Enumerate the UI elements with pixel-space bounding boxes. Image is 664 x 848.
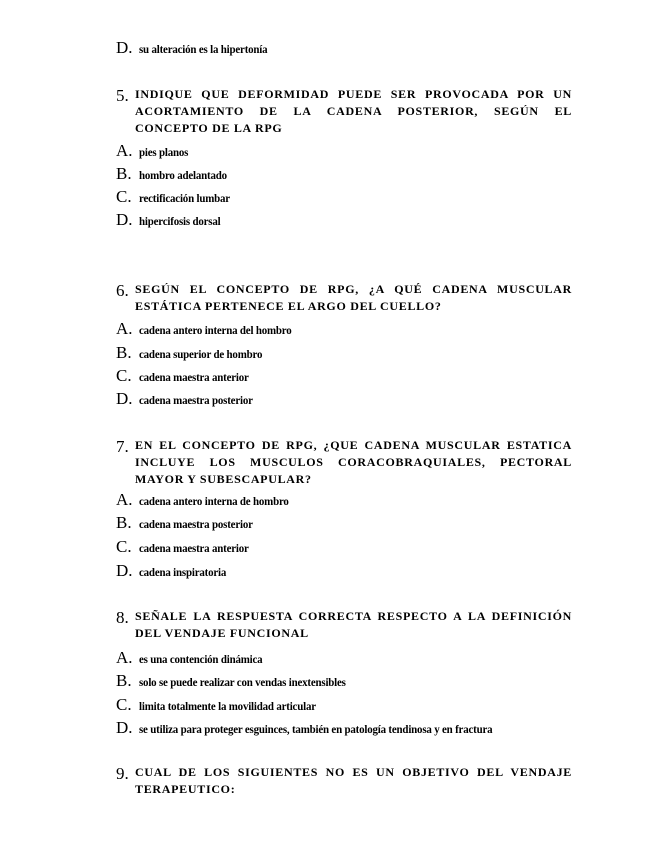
question-stem: SEÑALE LA RESPUESTA CORRECTA RESPECTO A LA DEFINICIÓN DEL VENDAJE FUNCIONAL xyxy=(135,609,572,640)
option-letter: A. xyxy=(116,648,133,667)
option-text: cadena antero interna del hombro xyxy=(139,325,292,337)
question-number: 9. xyxy=(116,764,129,783)
option-letter: D. xyxy=(116,210,133,229)
question-6 xyxy=(116,281,572,315)
question-8-option-b xyxy=(116,671,357,691)
option-text: cadena antero interna de hombro xyxy=(139,496,289,508)
question-stem: EN EL CONCEPTO DE RPG, ¿QUE CADENA MUSCULAR ESTATICA INCLUYE LOS MUSCULOS CORACOBRAQUIALES, PECTORAL MAYOR Y SUBESCAPULAR? xyxy=(135,438,572,486)
question-number: 6. xyxy=(116,281,129,300)
option-text: es una contención dinámica xyxy=(139,654,263,666)
question-7 xyxy=(116,437,572,488)
option-letter: A. xyxy=(116,490,133,509)
option-letter: C. xyxy=(116,366,132,385)
question-5-option-d xyxy=(116,210,225,230)
question-number: 7. xyxy=(116,437,129,456)
option-letter: B. xyxy=(116,164,132,183)
question-5-option-b xyxy=(116,164,232,184)
question-8 xyxy=(116,608,572,642)
question-7-option-c xyxy=(116,537,254,557)
option-letter: C. xyxy=(116,537,132,556)
option-letter: C. xyxy=(116,695,132,714)
question-6-option-b xyxy=(116,343,269,363)
option-letter: D. xyxy=(116,389,133,408)
option-text: cadena superior de hombro xyxy=(139,349,263,361)
question-6-option-c xyxy=(116,366,254,386)
option-text: limita totalmente la movilidad articular xyxy=(139,701,316,713)
option-letter: B. xyxy=(116,343,132,362)
option-text: pies planos xyxy=(139,147,189,159)
option-letter: D. xyxy=(116,38,133,57)
option-letter: A. xyxy=(116,141,133,160)
question-5-option-c xyxy=(116,187,235,207)
option-letter: A. xyxy=(116,319,133,338)
option-letter: D. xyxy=(116,718,133,737)
question-5-option-a xyxy=(116,141,191,161)
option-letter: B. xyxy=(116,671,132,690)
question-8-option-d xyxy=(116,718,511,738)
option-letter: B. xyxy=(116,513,132,532)
question-6-option-d xyxy=(116,389,259,409)
question-5 xyxy=(116,86,572,137)
question-number: 5. xyxy=(116,86,129,105)
option-letter: C. xyxy=(116,187,132,206)
option-text: cadena maestra posterior xyxy=(139,395,253,407)
option-text: cadena maestra anterior xyxy=(139,372,249,384)
option-text: hombro adelantado xyxy=(139,170,227,182)
question-8-option-a xyxy=(116,648,269,668)
question-stem: INDIQUE QUE DEFORMIDAD PUEDE SER PROVOCADA POR UN ACORTAMIENTO DE LA CADENA POSTERIOR, SEGÚN EL CONCEPTO DE LA RPG xyxy=(135,87,572,135)
option-text: cadena maestra anterior xyxy=(139,543,249,555)
question-stem: SEGÚN EL CONCEPTO DE RPG, ¿A QUÉ CADENA MUSCULAR ESTÁTICA PERTENECE EL ARGO DEL CUELLO? xyxy=(135,282,572,313)
question-4-option-d xyxy=(116,38,274,58)
option-text: su alteración es la hipertonía xyxy=(139,44,268,56)
option-text: cadena inspiratoria xyxy=(139,567,227,579)
option-text: cadena maestra posterior xyxy=(139,519,253,531)
option-text: hipercifosis dorsal xyxy=(139,216,221,228)
option-text: rectificación lumbar xyxy=(139,193,230,205)
option-text: se utiliza para proteger esguinces, también en patología tendinosa y en fractura xyxy=(139,724,493,736)
question-8-option-c xyxy=(116,695,325,715)
option-letter: D. xyxy=(116,561,133,580)
question-7-option-a xyxy=(116,490,297,510)
question-7-option-b xyxy=(116,513,259,533)
question-stem: CUAL DE LOS SIGUIENTES NO ES UN OBJETIVO DEL VENDAJE TERAPEUTICO: xyxy=(135,765,572,796)
question-9 xyxy=(116,764,572,798)
question-7-option-d xyxy=(116,561,231,581)
question-6-option-a xyxy=(116,319,300,339)
question-number: 8. xyxy=(116,608,129,627)
option-text: solo se puede realizar con vendas inextensibles xyxy=(139,677,346,689)
